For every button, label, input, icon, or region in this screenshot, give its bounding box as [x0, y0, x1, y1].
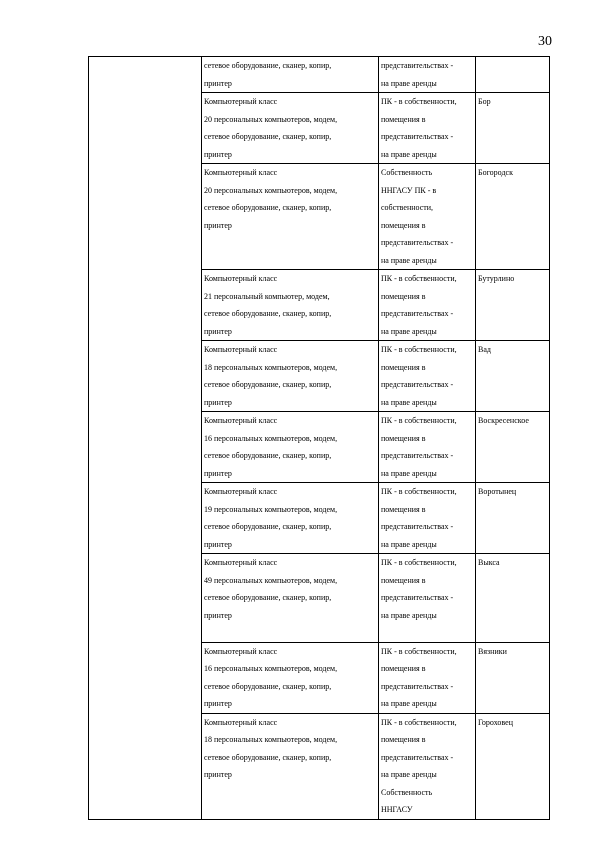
ownership-cell-line: ННГАСУ ПК - в — [381, 185, 437, 195]
ownership-cell-line: представительствах - — [381, 752, 454, 762]
ownership-cell-line: представительствах - — [381, 593, 454, 602]
table-row — [89, 341, 550, 412]
equipment-cell-line: 20 персональных компьютеров, модем, — [204, 114, 338, 124]
equipment-cell-line: сетевое оборудование, сканер, копир, — [204, 61, 332, 70]
table-row — [89, 483, 550, 554]
ownership-cell-line: ПК - в собственности, — [381, 558, 457, 567]
ownership-cell-line: представительствах - — [381, 132, 454, 141]
empty-cell — [89, 483, 202, 554]
empty-cell — [89, 341, 202, 412]
ownership-cell-line: собственности, — [381, 203, 434, 212]
equipment-cell-line: принтер — [204, 149, 232, 159]
empty-cell — [89, 713, 202, 819]
equipment-cell-line: принтер — [204, 397, 232, 407]
table-row — [89, 164, 550, 270]
equipment-cell — [202, 713, 379, 819]
ownership-cell-line: помещения в — [381, 575, 426, 585]
equipment-cell-line: 18 персональных компьютеров, модем, — [204, 735, 338, 744]
ownership-cell-line: представительствах - — [381, 61, 454, 70]
city-cell: Вязники — [476, 642, 550, 713]
ownership-cell-line: помещения в — [381, 291, 426, 301]
equipment-cell — [202, 554, 379, 643]
equipment-cell-line: принтер — [204, 468, 232, 478]
ownership-cell-line: на праве аренды — [381, 770, 437, 779]
equipment-cell-line: сетевое оборудование, сканер, копир, — [204, 132, 332, 141]
ownership-cell — [379, 57, 476, 93]
table-row — [89, 713, 550, 819]
equipment-cell-line: 49 персональных компьютеров, модем, — [204, 575, 338, 585]
equipment-cell-line: принтер — [204, 326, 232, 336]
city-cell: Вад — [476, 341, 550, 412]
equipment-cell — [202, 412, 379, 483]
equipment-cell-line: сетевое оборудование, сканер, копир, — [204, 380, 332, 389]
equipment-cell-line: сетевое оборудование, сканер, копир, — [204, 681, 332, 691]
table-row — [89, 93, 550, 164]
ownership-cell-line: ПК - в собственности, — [381, 717, 457, 727]
table-row — [89, 554, 550, 643]
city-cell: Воскресенское — [476, 412, 550, 483]
equipment-cell — [202, 642, 379, 713]
equipment-cell-line: Компьютерный класс — [204, 345, 278, 354]
equipment-cell-line: 21 персональный компьютер, модем, — [204, 291, 330, 301]
equipment-cell-line: Компьютерный класс — [204, 717, 278, 727]
ownership-cell-line: на праве аренды — [381, 149, 437, 159]
equipment-cell-line: 18 персональных компьютеров, модем, — [204, 362, 338, 372]
equipment-table — [88, 56, 550, 820]
equipment-cell-line: сетевое оборудование, сканер, копир, — [204, 752, 332, 762]
ownership-cell-line: представительствах - — [381, 681, 454, 691]
ownership-cell-line: помещения в — [381, 735, 426, 744]
equipment-cell — [202, 93, 379, 164]
ownership-cell-line: Собственность — [381, 787, 433, 797]
ownership-cell-line: ПК - в собственности, — [381, 487, 457, 496]
ownership-cell-line: на праве аренды — [381, 699, 437, 708]
equipment-cell-line: принтер — [204, 78, 232, 88]
empty-cell — [89, 270, 202, 341]
city-cell: Выкса — [476, 554, 550, 643]
equipment-cell-line: принтер — [204, 539, 232, 549]
equipment-cell-line: сетевое оборудование, сканер, копир, — [204, 522, 332, 531]
equipment-cell-line: Компьютерный класс — [204, 274, 278, 283]
table-row — [89, 412, 550, 483]
equipment-cell — [202, 270, 379, 341]
ownership-cell-line: на праве аренды — [381, 397, 437, 407]
equipment-cell-line: 16 персональных компьютеров, модем, — [204, 433, 338, 443]
ownership-cell-line: на праве аренды — [381, 326, 437, 336]
ownership-cell-line: ПК - в собственности, — [381, 97, 457, 106]
equipment-cell-line: Компьютерный класс — [204, 558, 278, 567]
equipment-cell-line: 20 персональных компьютеров, модем, — [204, 185, 338, 195]
ownership-cell — [379, 93, 476, 164]
ownership-cell — [379, 164, 476, 270]
equipment-cell — [202, 483, 379, 554]
equipment-cell-line: принтер — [204, 770, 232, 779]
ownership-cell-line — [381, 624, 475, 642]
equipment-cell-line: Компьютерный класс — [204, 416, 278, 425]
ownership-cell-line: на праве аренды — [381, 468, 437, 478]
ownership-cell — [379, 554, 476, 643]
city-cell — [476, 57, 550, 93]
equipment-cell-line: принтер — [204, 220, 232, 230]
ownership-cell-line: ПК - в собственности, — [381, 416, 457, 425]
ownership-cell-line: помещения в — [381, 362, 426, 372]
empty-cell — [89, 412, 202, 483]
ownership-cell-line: ННГАСУ — [381, 805, 413, 814]
ownership-cell-line: помещения в — [381, 433, 426, 443]
ownership-cell-line: представительствах - — [381, 522, 454, 531]
equipment-cell-line: 16 персональных компьютеров, модем, — [204, 664, 338, 673]
table-row — [89, 57, 550, 93]
equipment-cell-line: сетевое оборудование, сканер, копир, — [204, 451, 332, 460]
ownership-cell-line: помещения в — [381, 114, 426, 124]
ownership-cell — [379, 483, 476, 554]
empty-cell — [89, 554, 202, 643]
equipment-cell-line — [204, 624, 378, 642]
equipment-cell-line: принтер — [204, 699, 232, 708]
ownership-cell — [379, 270, 476, 341]
city-cell: Воротынец — [476, 483, 550, 554]
ownership-cell — [379, 412, 476, 483]
ownership-cell-line: представительствах - — [381, 238, 454, 247]
equipment-cell — [202, 341, 379, 412]
equipment-cell-line: Компьютерный класс — [204, 97, 278, 106]
ownership-cell-line: ПК - в собственности, — [381, 646, 457, 656]
ownership-cell-line: помещения в — [381, 504, 426, 514]
ownership-cell-line: представительствах - — [381, 451, 454, 460]
table-body — [89, 57, 550, 820]
table-row — [89, 642, 550, 713]
equipment-cell-line: Компьютерный класс — [204, 487, 278, 496]
city-cell: Бор — [476, 93, 550, 164]
empty-cell — [89, 164, 202, 270]
empty-cell — [89, 642, 202, 713]
ownership-cell-line: на праве аренды — [381, 255, 437, 265]
ownership-cell — [379, 642, 476, 713]
city-cell: Бутурлино — [476, 270, 550, 341]
ownership-cell-line: на праве аренды — [381, 539, 437, 549]
ownership-cell-line: ПК - в собственности, — [381, 274, 457, 283]
equipment-cell-line: сетевое оборудование, сканер, копир, — [204, 309, 332, 318]
equipment-cell-line: 19 персональных компьютеров, модем, — [204, 504, 338, 514]
ownership-cell-line: Собственность — [381, 168, 433, 177]
ownership-cell-line: представительствах - — [381, 380, 454, 389]
ownership-cell-line: ПК - в собственности, — [381, 345, 457, 354]
ownership-cell-line: представительствах - — [381, 309, 454, 318]
ownership-cell-line: на праве аренды — [381, 610, 437, 620]
ownership-cell — [379, 341, 476, 412]
ownership-cell-line: помещения в — [381, 220, 426, 230]
equipment-cell-line: Компьютерный класс — [204, 168, 278, 177]
equipment-cell-line: Компьютерный класс — [204, 646, 278, 656]
empty-cell — [89, 93, 202, 164]
table-row — [89, 270, 550, 341]
ownership-cell-line: помещения в — [381, 664, 426, 673]
equipment-cell — [202, 164, 379, 270]
equipment-cell — [202, 57, 379, 93]
city-cell: Богородск — [476, 164, 550, 270]
city-cell: Гороховец — [476, 713, 550, 819]
equipment-cell-line: принтер — [204, 610, 232, 620]
ownership-cell — [379, 713, 476, 819]
equipment-cell-line: сетевое оборудование, сканер, копир, — [204, 203, 332, 212]
page-number: 30 — [538, 34, 552, 49]
empty-cell — [89, 57, 202, 93]
equipment-cell-line: сетевое оборудование, сканер, копир, — [204, 593, 332, 602]
ownership-cell-line: на праве аренды — [381, 78, 437, 88]
